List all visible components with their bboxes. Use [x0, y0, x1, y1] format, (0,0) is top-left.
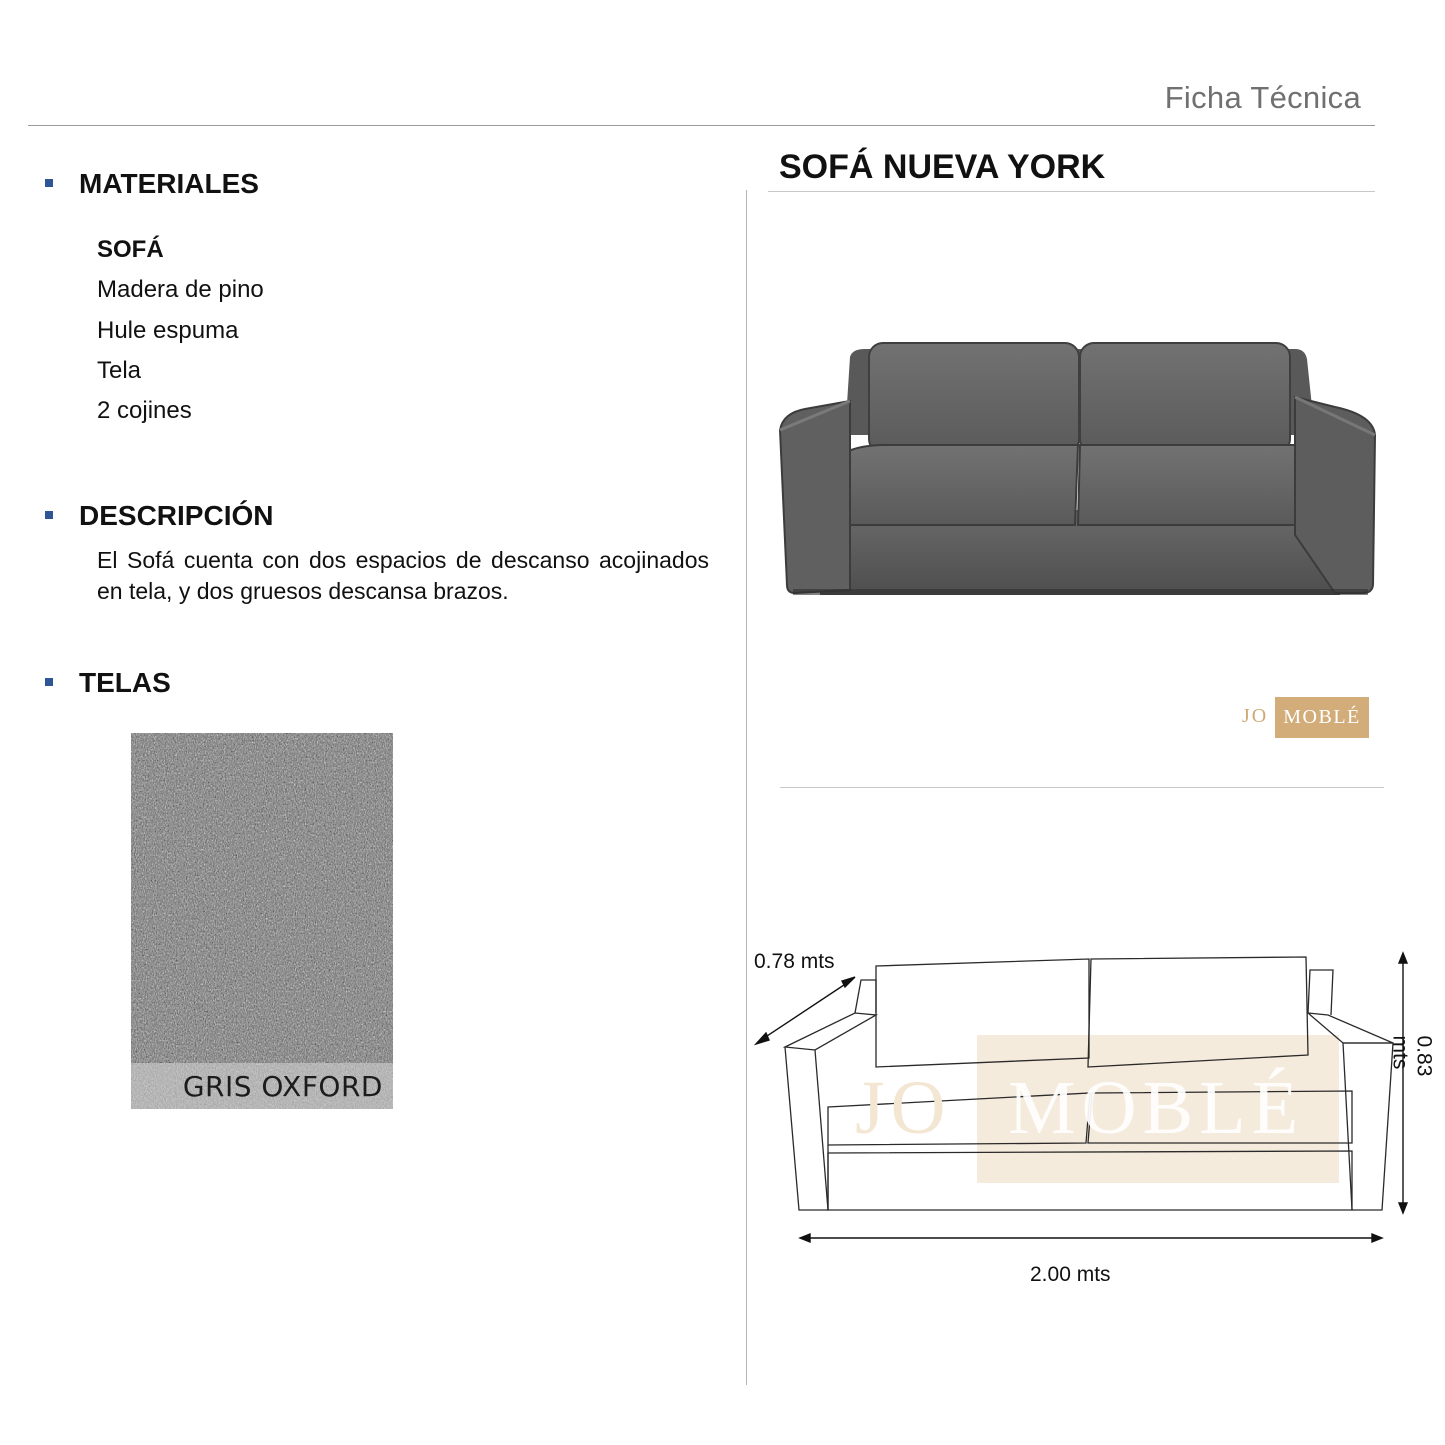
width-dimension-label: 2.00 mts — [1030, 1263, 1111, 1286]
fabrics-bullet-icon — [45, 678, 53, 686]
document-type-title: Ficha Técnica — [1164, 80, 1361, 115]
product-title: SOFÁ NUEVA YORK — [779, 148, 1106, 186]
description-text: El Sofá cuenta con dos espacios de descanso acojinados en tela, y dos gruesos descansa brazos. — [97, 547, 709, 604]
fabric-swatch — [131, 733, 393, 1109]
materials-subtitle: SOFÁ — [97, 236, 164, 263]
section-divider — [780, 787, 1384, 788]
material-item: Madera de pino — [97, 276, 264, 303]
title-divider — [768, 191, 1375, 192]
material-item: Tela — [97, 357, 142, 384]
brand-logo-moble: MOBLÉ — [1275, 697, 1369, 738]
material-item: 2 cojines — [97, 397, 192, 424]
materials-bullet-icon — [45, 179, 53, 187]
material-item: Hule espuma — [97, 317, 239, 344]
watermark-moble: MOBLÉ — [1008, 1066, 1304, 1150]
depth-dimension-label: 0.78 mts — [754, 950, 835, 973]
sofa-product-image — [775, 335, 1385, 605]
height-dimension-label: 0.83 mts — [1388, 1035, 1436, 1077]
brand-logo-jo: JO — [1242, 705, 1269, 727]
header-divider — [28, 125, 1375, 126]
description-heading: DESCRIPCIÓN — [79, 500, 274, 531]
description-bullet-icon — [45, 511, 53, 519]
watermark-jo: JO — [855, 1066, 952, 1150]
fabric-texture-image — [131, 733, 393, 1109]
fabric-swatch-label: GRIS OXFORD — [182, 1070, 383, 1103]
column-divider — [746, 190, 747, 1385]
fabrics-heading: TELAS — [79, 667, 171, 698]
materials-heading: MATERIALES — [79, 168, 259, 199]
